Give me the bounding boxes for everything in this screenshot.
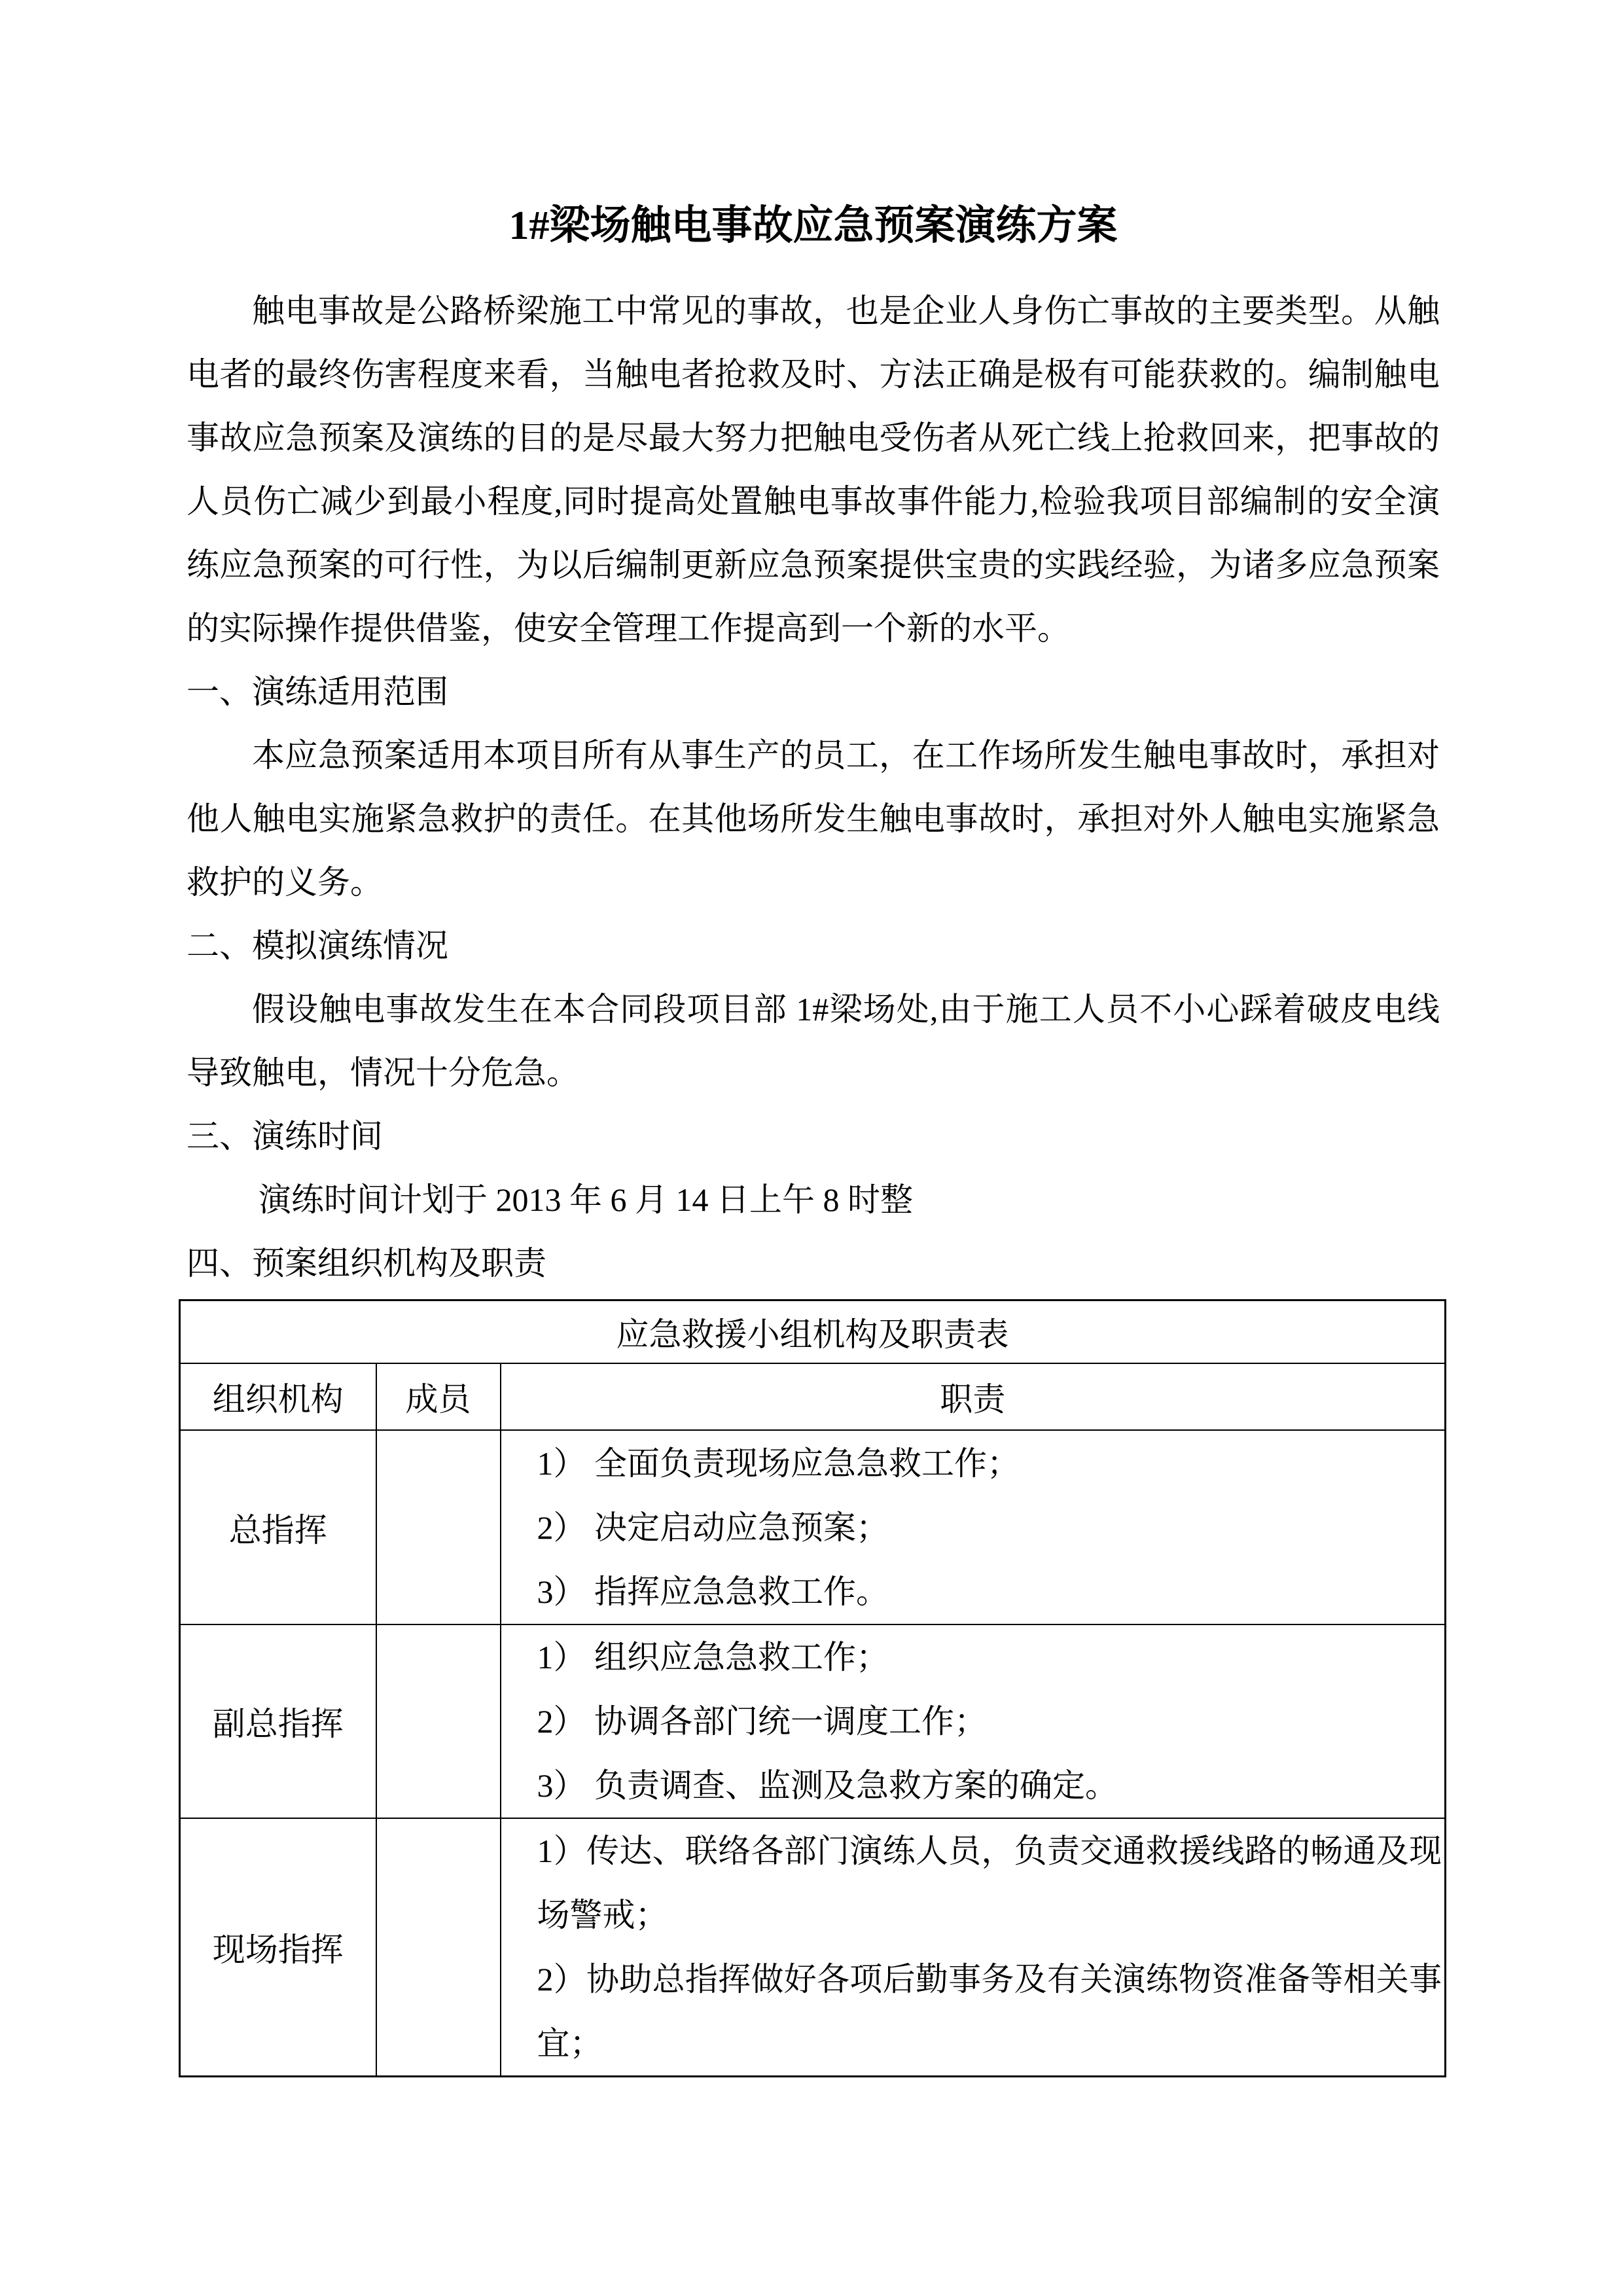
- duty-line: 1） 组织应急急救工作；: [537, 1639, 889, 1676]
- member-cell: [376, 1818, 501, 2077]
- org-name: 现场指挥: [180, 1818, 376, 2077]
- duty-cell: [501, 1430, 1446, 1624]
- table-title: 应急救援小组机构及职责表: [180, 1300, 1446, 1364]
- section-heading-time: 三、演练时间: [187, 1118, 383, 1155]
- duty-line: 2） 协调各部门统一调度工作；: [537, 1703, 987, 1740]
- section-paragraph-simulation: 假设触电事故发生在本合同段项目部 1#梁场处,由于施工人员不小心踩着破皮电线导致触电，情况十分危急。: [187, 991, 1440, 1091]
- duty-line: 2）协助总指挥做好各项后勤事务及有关演练物资准备等相关事宜；: [537, 1961, 1442, 2062]
- document-content: [187, 0, 1440, 2077]
- drill-time-line: 演练时间计划于 2013 年 6 月 14 日上午 8 时整: [259, 1181, 913, 1218]
- member-cell: [376, 1624, 501, 1818]
- section-heading-organization: 四、预案组织机构及职责: [187, 1245, 546, 1282]
- table-title-row: [180, 1300, 1446, 1364]
- member-cell: [376, 1430, 501, 1624]
- section-heading-scope: 一、演练适用范围: [187, 673, 448, 710]
- org-name: 总指挥: [180, 1430, 376, 1624]
- duty-line: 1）传达、联络各部门演练人员，负责交通救援线路的畅通及现场警戒；: [537, 1833, 1442, 1933]
- table-row-deputy-commander: [180, 1624, 1446, 1818]
- org-duty-table: [179, 1299, 1446, 2077]
- section-heading-simulation: 二、模拟演练情况: [187, 927, 448, 964]
- column-header-org: 组织机构: [180, 1363, 376, 1430]
- duty-line: 3） 负责调查、监测及急救方案的确定。: [537, 1767, 1118, 1804]
- section-paragraph-scope: 本应急预案适用本项目所有从事生产的员工，在工作场所发生触电事故时，承担对他人触电实施紧急救护的责任。在其他场所发生触电事故时，承担对外人触电实施紧急救护的义务。: [187, 737, 1440, 901]
- duty-cell: [501, 1818, 1446, 2077]
- org-name: 副总指挥: [180, 1624, 376, 1818]
- page-title: 1#梁场触电事故应急预案演练方案: [508, 204, 1118, 248]
- duty-line: 2） 决定启动应急预案；: [537, 1509, 889, 1546]
- duty-cell: [501, 1624, 1446, 1818]
- table-row-site-commander: [180, 1818, 1446, 2077]
- column-header-duty: 职责: [501, 1363, 1446, 1430]
- column-header-member: 成员: [376, 1363, 501, 1430]
- table-row-chief-commander: [180, 1430, 1446, 1624]
- duty-line: 1） 全面负责现场应急急救工作；: [537, 1444, 1020, 1482]
- table-header-row: [180, 1363, 1446, 1430]
- intro-paragraph: 触电事故是公路桥梁施工中常见的事故，也是企业人身伤亡事故的主要类型。从触电者的最终伤害程度来看，当触电者抢救及时、方法正确是极有可能获救的。编制触电事故应急预案及演练的目的是尽最大努力把触电受伤者从死亡线上抢救回来，把事故的人员伤亡减少到最小程度,同时提高处置触电事故事件能力,检验我项目部编制的安全演练应急预案的可行性，为以后编制更新应急预案提供宝贵的实践经验，为诸多应急预案的实际操作提供借鉴，使安全管理工作提高到一个新的水平。: [187, 293, 1440, 647]
- duty-line: 3） 指挥应急急救工作。: [537, 1573, 889, 1610]
